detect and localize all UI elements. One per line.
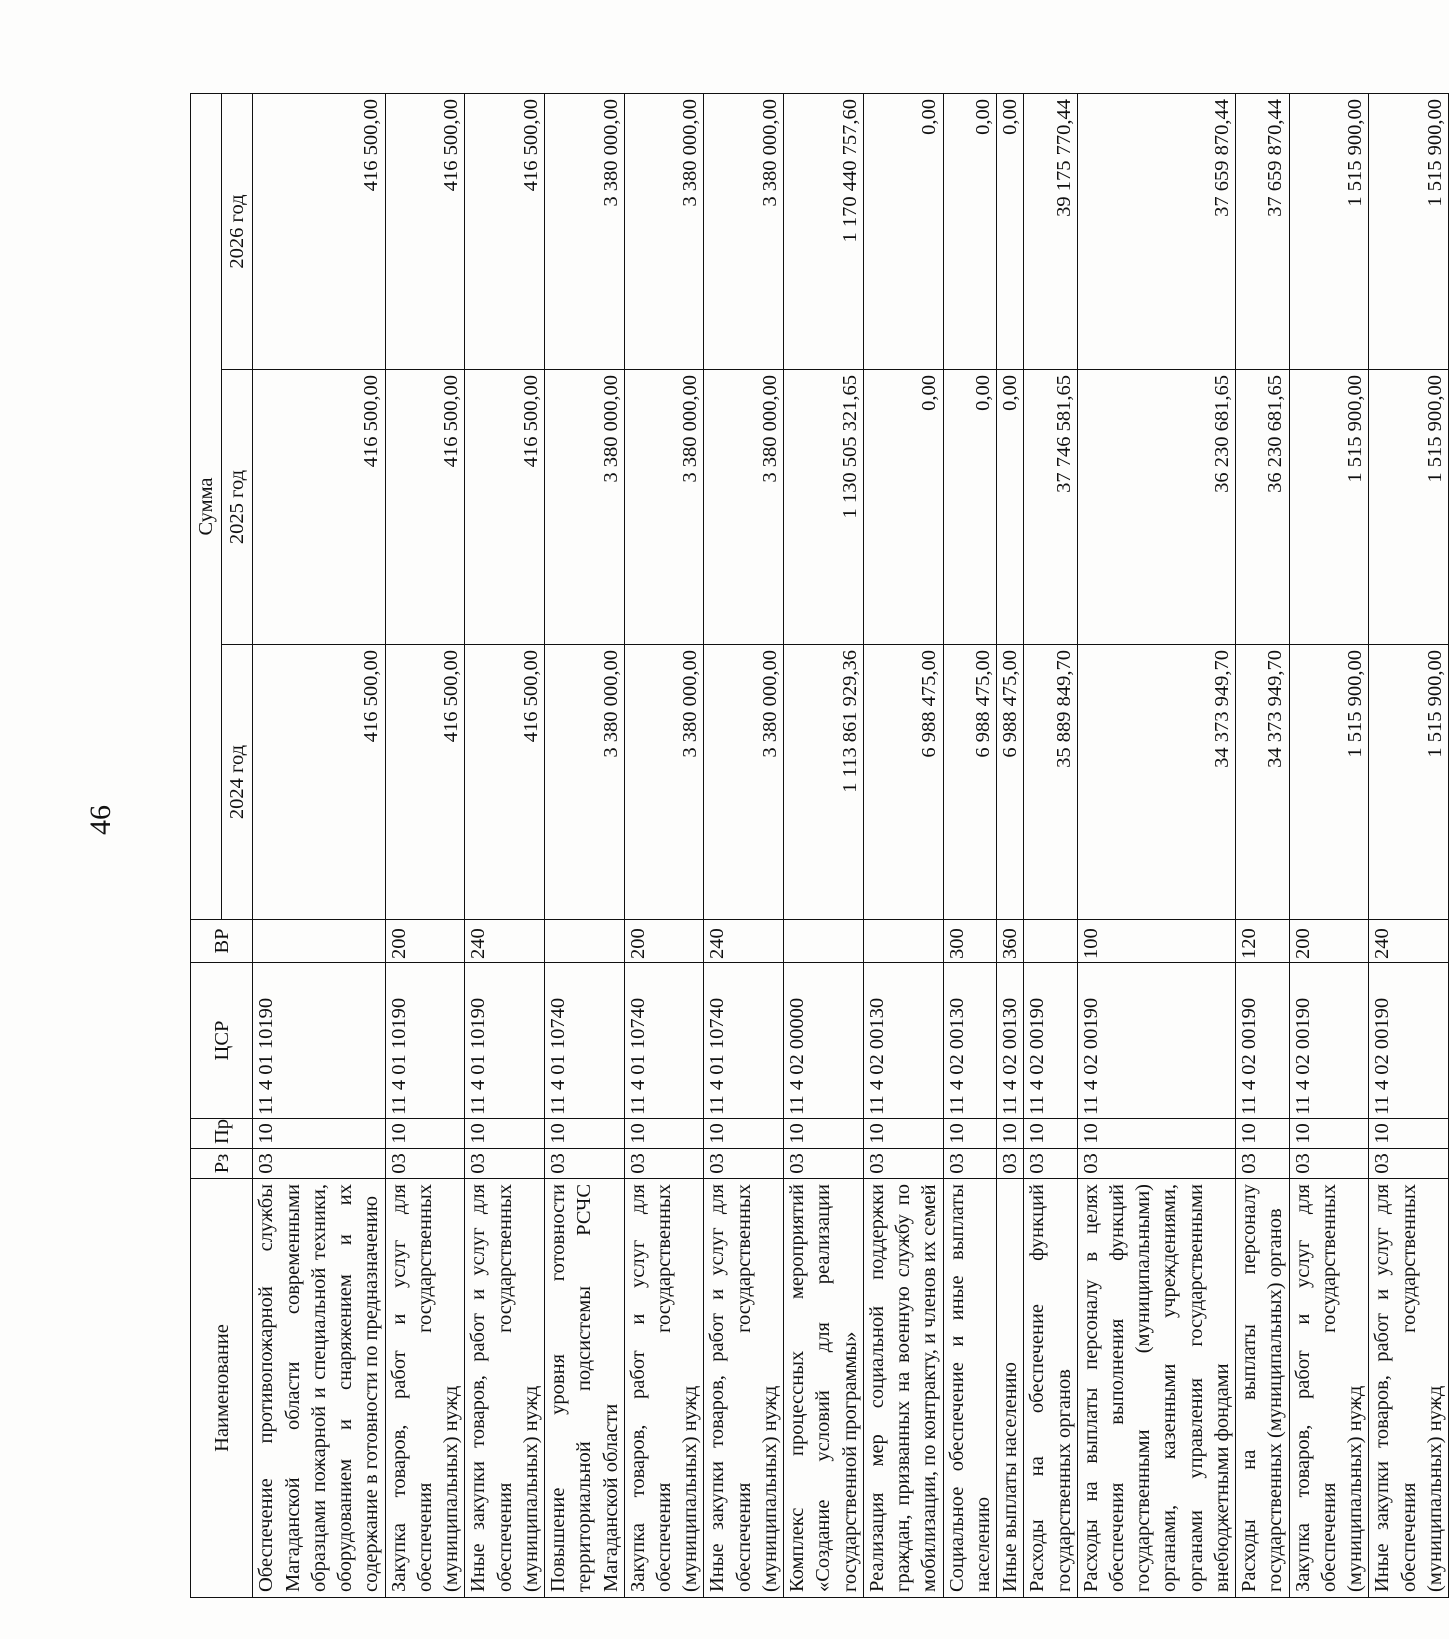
csr-cell: 11 4 02 00130 [997,963,1024,1119]
sum-2025-cell: 3 380 000,00 [704,370,784,645]
table-row [1024,93,1077,1597]
table-row [465,93,545,1597]
name-cell: Иные выплаты населению [997,1179,1024,1598]
csr-cell: 11 4 01 10190 [465,963,545,1119]
pr-cell: 10 [385,1119,465,1149]
sum-2024-cell: 3 380 000,00 [545,645,625,920]
table-row [997,93,1024,1597]
csr-cell: 11 4 01 10740 [704,963,784,1119]
pr-cell: 10 [1236,1119,1289,1149]
pr-cell: 10 [1289,1119,1369,1149]
name-cell: Комплекс процессных мероприятий «Создание условий для реализации государственной программы» [784,1179,864,1598]
vr-cell [863,920,943,963]
csr-cell: 11 4 02 00190 [1024,963,1077,1119]
rz-cell: 03 [1289,1149,1369,1179]
vr-cell: 200 [1289,920,1369,963]
sum-2024-cell: 416 500,00 [385,645,465,920]
vr-cell: 200 [624,920,704,963]
rz-cell: 03 [545,1149,625,1179]
table-row [1289,93,1369,1597]
pr-cell: 10 [704,1119,784,1149]
csr-cell: 11 4 02 00190 [1077,963,1235,1119]
pr-cell: 10 [624,1119,704,1149]
table-row [704,93,784,1597]
sum-2024-cell: 3 380 000,00 [704,645,784,920]
vr-cell: 100 [1077,920,1235,963]
csr-cell: 11 4 01 10740 [545,963,625,1119]
csr-cell: 11 4 02 00000 [784,963,864,1119]
table-body [253,93,1449,1597]
sum-2026-cell: 0,00 [997,93,1024,369]
rz-cell: 03 [1236,1149,1289,1179]
sum-2024-cell: 1 113 861 929,36 [784,645,864,920]
table-row [385,93,465,1597]
sum-2025-cell: 36 230 681,65 [1236,370,1289,645]
rz-cell: 03 [1024,1149,1077,1179]
table-row [253,93,385,1597]
header-year-2025: 2025 год [222,370,253,645]
vr-cell: 240 [465,920,545,963]
table-header [191,93,253,1597]
pr-cell: 10 [997,1119,1024,1149]
budget-table [190,93,1449,1598]
rz-cell: 03 [624,1149,704,1179]
name-cell: Расходы на выплаты персоналу государственных (муниципальных) органов [1236,1179,1289,1598]
sum-2024-cell: 6 988 475,00 [943,645,996,920]
name-cell: Обеспечение противопожарной службы Магаданской области современными образцами пожарной и специальной техники, оборудованием и снаряжением и их содержание в готовности по предназначению [253,1179,385,1598]
csr-cell: 11 4 02 00190 [1369,963,1449,1119]
vr-cell [1024,920,1077,963]
name-cell: Социальное обеспечение и иные выплаты населению [943,1179,996,1598]
header-year-2026: 2026 год [222,93,253,369]
sum-2024-cell: 6 988 475,00 [863,645,943,920]
pr-cell: 10 [784,1119,864,1149]
sum-2024-cell: 35 889 849,70 [1024,645,1077,920]
rz-cell: 03 [863,1149,943,1179]
name-cell: Закупка товаров, работ и услуг для обеспечения государственных (муниципальных) нужд [1289,1179,1369,1598]
table-row [545,93,625,1597]
sum-2024-cell: 1 515 900,00 [1369,645,1449,920]
vr-cell: 300 [943,920,996,963]
sum-2025-cell: 416 500,00 [253,370,385,645]
header-sum: Сумма [191,93,222,919]
sum-2026-cell: 1 515 900,00 [1369,93,1449,369]
vr-cell [784,920,864,963]
vr-cell: 360 [997,920,1024,963]
rz-cell: 03 [253,1149,385,1179]
sum-2026-cell: 37 659 870,44 [1077,93,1235,369]
vr-cell: 240 [704,920,784,963]
sum-2026-cell: 0,00 [943,93,996,369]
name-cell: Иные закупки товаров, работ и услуг для обеспечения государственных (муниципальных) нужд [1369,1179,1449,1598]
name-cell: Повышение уровня готовности территориальной подсистемы РСЧС Магаданской области [545,1179,625,1598]
pr-cell: 10 [253,1119,385,1149]
header-year-2024: 2024 год [222,645,253,920]
pr-cell: 10 [1024,1119,1077,1149]
sum-2024-cell: 34 373 949,70 [1077,645,1235,920]
vr-cell: 240 [1369,920,1449,963]
sum-2024-cell: 416 500,00 [465,645,545,920]
table-row [863,93,943,1597]
table-row [1369,93,1449,1597]
sum-2024-cell: 34 373 949,70 [1236,645,1289,920]
vr-cell [545,920,625,963]
rz-cell: 03 [943,1149,996,1179]
vr-cell [253,920,385,963]
rz-cell: 03 [385,1149,465,1179]
csr-cell: 11 4 02 00130 [863,963,943,1119]
csr-cell: 11 4 01 10190 [253,963,385,1119]
name-cell: Закупка товаров, работ и услуг для обеспечения государственных (муниципальных) нужд [385,1179,465,1598]
sum-2026-cell: 1 515 900,00 [1289,93,1369,369]
sum-2026-cell: 39 175 770,44 [1024,93,1077,369]
pr-cell: 10 [943,1119,996,1149]
name-cell: Иные закупки товаров, работ и услуг для обеспечения государственных (муниципальных) нужд [465,1179,545,1598]
sum-2025-cell: 1 515 900,00 [1289,370,1369,645]
sum-2026-cell: 3 380 000,00 [704,93,784,369]
vr-cell: 200 [385,920,465,963]
rz-cell: 03 [997,1149,1024,1179]
name-cell: Иные закупки товаров, работ и услуг для обеспечения государственных (муниципальных) нужд [704,1179,784,1598]
sum-2025-cell: 416 500,00 [465,370,545,645]
csr-cell: 11 4 01 10740 [624,963,704,1119]
sum-2026-cell: 37 659 870,44 [1236,93,1289,369]
table-row [1077,93,1235,1597]
sum-2024-cell: 1 515 900,00 [1289,645,1369,920]
sum-2025-cell: 1 130 505 321,65 [784,370,864,645]
sum-2026-cell: 3 380 000,00 [624,93,704,369]
pr-cell: 10 [1369,1119,1449,1149]
rz-cell: 03 [784,1149,864,1179]
sum-2025-cell: 3 380 000,00 [545,370,625,645]
rz-cell: 03 [1077,1149,1235,1179]
sum-2025-cell: 416 500,00 [385,370,465,645]
sum-2026-cell: 1 170 440 757,60 [784,93,864,369]
name-cell: Реализация мер социальной поддержки граждан, призванных на военную службу по мобилизации, по контракту, и членов их семей [863,1179,943,1598]
sum-2025-cell: 0,00 [943,370,996,645]
sum-2026-cell: 0,00 [863,93,943,369]
csr-cell: 11 4 02 00190 [1289,963,1369,1119]
sum-2026-cell: 416 500,00 [465,93,545,369]
rotated-page-content [190,94,1446,1598]
table-row [943,93,996,1597]
header-pr: Пр [191,1119,253,1149]
table-row [624,93,704,1597]
pr-cell: 10 [1077,1119,1235,1149]
header-csr: ЦСР [191,963,253,1119]
sum-2024-cell: 3 380 000,00 [624,645,704,920]
rz-cell: 03 [465,1149,545,1179]
table-row [784,93,864,1597]
table-row [1236,93,1289,1597]
sum-2024-cell: 6 988 475,00 [997,645,1024,920]
header-vr: ВР [191,920,253,963]
pr-cell: 10 [465,1119,545,1149]
pr-cell: 10 [863,1119,943,1149]
header-rz: Рз [191,1149,253,1179]
page-number: 46 [84,805,117,835]
csr-cell: 11 4 01 10190 [385,963,465,1119]
sum-2026-cell: 416 500,00 [253,93,385,369]
sum-2024-cell: 416 500,00 [253,645,385,920]
name-cell: Закупка товаров, работ и услуг для обеспечения государственных (муниципальных) нужд [624,1179,704,1598]
sum-2025-cell: 0,00 [997,370,1024,645]
sum-2026-cell: 416 500,00 [385,93,465,369]
sum-2025-cell: 37 746 581,65 [1024,370,1077,645]
sum-2025-cell: 0,00 [863,370,943,645]
sum-2026-cell: 3 380 000,00 [545,93,625,369]
name-cell: Расходы на обеспечение функций государственных органов [1024,1179,1077,1598]
name-cell: Расходы на выплаты персоналу в целях обеспечения выполнения функций государственными (муниципальными) органами, казенными учреждениями, органами управления государственными внебюджетными фондами [1077,1179,1235,1598]
rz-cell: 03 [1369,1149,1449,1179]
header-name: Наименование [191,1179,253,1598]
sum-2025-cell: 3 380 000,00 [624,370,704,645]
csr-cell: 11 4 02 00190 [1236,963,1289,1119]
vr-cell: 120 [1236,920,1289,963]
csr-cell: 11 4 02 00130 [943,963,996,1119]
pr-cell: 10 [545,1119,625,1149]
sum-2025-cell: 36 230 681,65 [1077,370,1235,645]
sum-2025-cell: 1 515 900,00 [1369,370,1449,645]
rz-cell: 03 [704,1149,784,1179]
